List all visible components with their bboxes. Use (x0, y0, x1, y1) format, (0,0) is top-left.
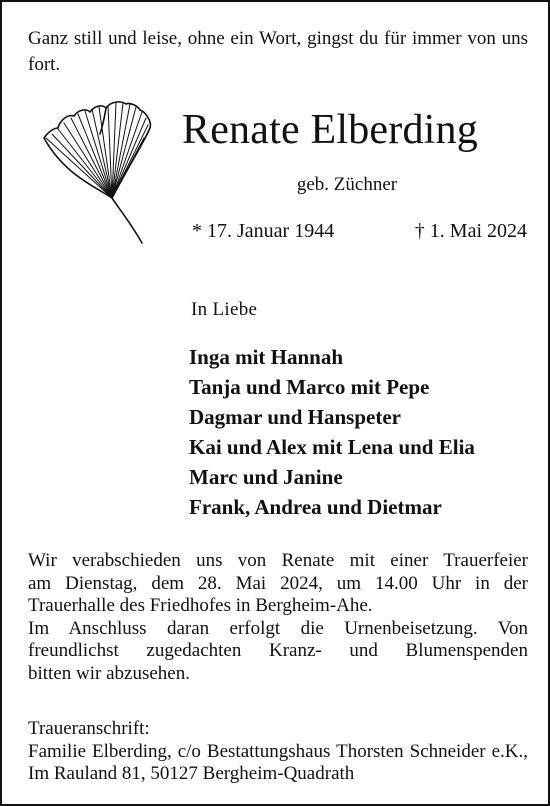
birth-date: * 17. Januar 1944 (192, 220, 335, 242)
ginkgo-leaf-icon (24, 98, 156, 246)
mourner-entry: Marc und Janine (189, 465, 343, 489)
mourner-entry: Kai und Alex mit Lena und Elia (189, 435, 475, 459)
address-line: Familie Elberding, c/o Bestattungshaus Thorsten Schneider e.K., (28, 740, 528, 762)
maiden-name: geb. Züchner (296, 174, 398, 195)
ceremony-line: Wir verabschieden uns von Renate mit einer Trauerfeier (28, 550, 528, 571)
mourner-entry: Dagmar und Hanspeter (189, 405, 401, 429)
mourner-entry: Inga mit Hannah (189, 345, 344, 369)
mourners-list (189, 342, 529, 522)
ceremony-line: freundlichst zugedachten Kranz- und Blumenspenden (28, 640, 528, 661)
death-date: † 1. Mai 2024 (414, 220, 527, 242)
mourner-entry: Frank, Andrea und Dietmar (189, 495, 442, 519)
ceremony-line: bitten wir abzusehen. (28, 662, 190, 684)
deceased-name: Renate Elberding (182, 107, 478, 153)
ceremony-details (28, 550, 528, 685)
in-love-label: In Liebe (191, 299, 258, 320)
address-label: Traueranschrift: (28, 718, 150, 739)
condolence-address (28, 718, 528, 786)
ceremony-line: Im Anschluss daran erfolgt die Urnenbeisetzung. Von (28, 617, 528, 639)
ceremony-line: Trauerhalle des Friedhofes in Bergheim-Ahe. (28, 595, 373, 616)
opening-verse: Ganz still und leise, ohne ein Wort, gingst du für immer von uns fort. (28, 28, 528, 75)
address-line: Im Rauland 81, 50127 Bergheim-Quadrath (28, 763, 355, 784)
mourner-entry: Tanja und Marco mit Pepe (189, 375, 430, 399)
ceremony-line: am Dienstag, dem 28. Mai 2024, um 14.00 Uhr in der (28, 572, 528, 594)
